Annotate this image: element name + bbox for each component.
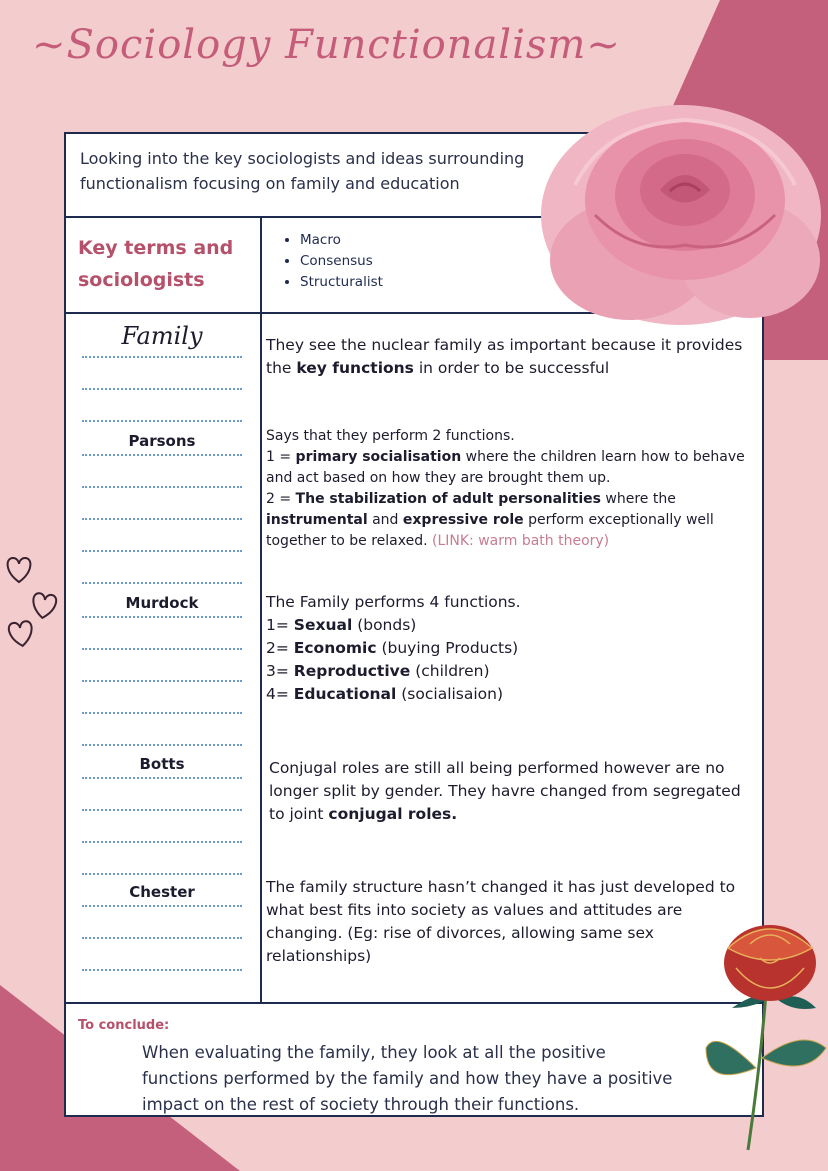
text-part: 1 = [266, 449, 296, 465]
dotted-line [82, 841, 242, 843]
dotted-line [82, 356, 242, 358]
family-text-part: They see the nuclear family as important because it provides the [266, 336, 743, 377]
sociologist-names-column [66, 314, 262, 1002]
hearts-doodle [2, 552, 64, 652]
sociologists-section [66, 314, 762, 1004]
chester-label: Chester [129, 883, 195, 901]
text-part: 1= [266, 616, 294, 634]
text-part: where the children learn how to behave and act based on how they are brought them up. [266, 449, 745, 486]
parsons-label: Parsons [128, 432, 196, 450]
botts-label: Botts [139, 755, 185, 773]
dotted-line [82, 905, 242, 907]
page-title: ~Sociology Functionalism~ [32, 22, 621, 68]
bold-term: Educational [293, 685, 397, 703]
dotted-line [82, 550, 242, 552]
text-part: and [367, 512, 403, 528]
red-rose-illustration [700, 918, 828, 1158]
text-part: 4= [266, 685, 294, 703]
parsons-line [266, 489, 760, 552]
dotted-line [82, 420, 242, 422]
dotted-line [82, 744, 242, 746]
text-part: 2 = [266, 491, 296, 507]
text-part: (socialisaion) [396, 685, 504, 703]
bold-term: primary socialisation [295, 449, 462, 465]
text-part: (children) [410, 662, 490, 680]
dotted-line [82, 969, 242, 971]
bold-term: Sexual [293, 616, 353, 634]
dotted-line [82, 454, 242, 456]
text-part: Conjugal roles are still all being performed however are no longer split by gender. They havre changed from segregated to joint [269, 759, 741, 823]
dotted-line [82, 388, 242, 390]
botts-text [269, 757, 759, 826]
dotted-line [82, 648, 242, 650]
parsons-text [266, 426, 760, 552]
dotted-line [82, 680, 242, 682]
dotted-line [82, 518, 242, 520]
parsons-line: Says that they perform 2 functions. [266, 428, 515, 444]
intro-text: Looking into the key sociologists and ideas surrounding functionalism focusing on family and education [80, 149, 525, 193]
chester-text: The family structure hasn’t changed it has just developed to what best fits into society as values and attitudes are changing. (Eg: rise of divorces, allowing same sex relationships) [266, 878, 736, 965]
conclusion-text: When evaluating the family, they look at all the positive functions performed by the family and how they have a positive impact on the rest of society through their functions. [142, 1043, 673, 1114]
dotted-line [82, 937, 242, 939]
dotted-line [82, 777, 242, 779]
bold-term: expressive role [402, 512, 524, 528]
text-part: (bonds) [352, 616, 417, 634]
dotted-line [82, 809, 242, 811]
key-terms-heading-line1: Key terms and [78, 237, 234, 259]
key-terms-heading-line2: sociologists [78, 269, 205, 291]
dotted-line [82, 873, 242, 875]
key-term-item: • Consensus [300, 251, 383, 272]
murdock-item [266, 683, 760, 706]
key-terms-list [280, 230, 383, 293]
family-text [266, 334, 760, 380]
conclusion-heading: To conclude: [78, 1018, 170, 1033]
text-part: where the [600, 491, 676, 507]
dotted-line [82, 616, 242, 618]
dotted-line [82, 486, 242, 488]
bold-term: Economic [293, 639, 377, 657]
bold-term: The stabilization of adult personalities [295, 491, 601, 507]
key-terms-heading [66, 218, 262, 312]
conclusion-section [66, 1004, 762, 1115]
murdock-text [266, 591, 760, 706]
dotted-line [82, 582, 242, 584]
family-text-part: in order to be successful [413, 359, 610, 377]
murdock-intro: The Family performs 4 functions. [266, 593, 521, 611]
key-term-item: • Macro [300, 230, 383, 251]
parsons-line [266, 447, 760, 489]
link-note: (LINK: warm bath theory) [431, 533, 610, 549]
text-part: 3= [266, 662, 294, 680]
bold-term: Reproductive [293, 662, 411, 680]
dotted-line [82, 712, 242, 714]
text-part: 2= [266, 639, 294, 657]
murdock-label: Murdock [125, 594, 199, 612]
bold-term: instrumental [266, 512, 368, 528]
text-part: (buying Products) [376, 639, 519, 657]
murdock-item [266, 614, 760, 637]
murdock-item [266, 660, 760, 683]
family-text-bold: key functions [296, 359, 414, 377]
key-term-item: • Structuralist [300, 272, 383, 293]
bold-term: conjugal roles. [328, 805, 458, 823]
pink-rose-illustration [535, 95, 828, 330]
family-label: Family [121, 322, 203, 350]
murdock-item [266, 637, 760, 660]
text-part: perform exceptionally well together to be relaxed. [266, 512, 714, 549]
